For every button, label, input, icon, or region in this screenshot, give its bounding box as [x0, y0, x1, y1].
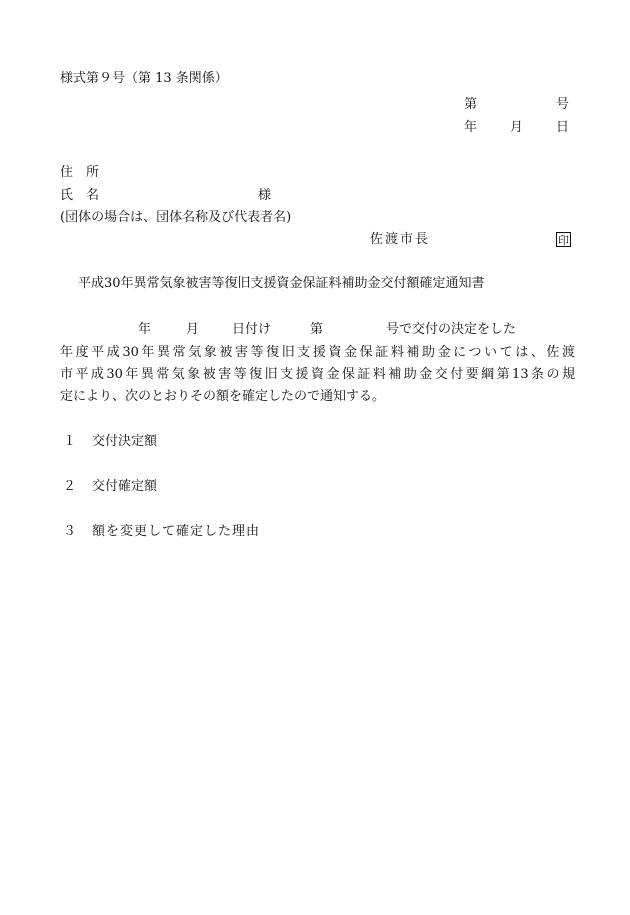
form-number: 様式第９号（第 13 条関係）	[60, 71, 228, 86]
sama-honorific: 様	[258, 188, 272, 203]
body-line2: 年度平成30年異常気象被害等復旧支援資金保証料補助金については、佐渡	[60, 345, 575, 360]
seal-mark: 印	[558, 234, 569, 247]
date-nen: 年	[464, 120, 478, 135]
group-note: (団体の場合は、団体名称及び代表者名)	[60, 210, 292, 225]
body-line1-tsuki: 月	[186, 322, 200, 337]
item-1-label: 交付決定額	[92, 434, 158, 449]
doc-number-dai: 第	[464, 97, 478, 112]
issuer-title: 佐渡市長	[370, 232, 431, 247]
body-line1-nen: 年	[138, 322, 152, 337]
body-line4: 定により、次のとおりその額を確定したので通知する。	[60, 389, 386, 404]
item-2-label: 交付確定額	[92, 479, 158, 494]
doc-number-go: 号	[556, 97, 570, 112]
item-2-number: ２	[63, 479, 77, 494]
document-title: 平成30年異常気象被害等復旧支援資金保証料補助金交付額確定通知書	[78, 276, 485, 291]
body-line3: 市平成30年異常気象被害等復旧支援資金保証料補助金交付要綱第13条の規	[60, 367, 575, 382]
body-line1-hizuke: 日付け	[232, 322, 272, 337]
name-label: 氏 名	[60, 188, 100, 203]
body-line1-rest: 号で交付の決定をした	[386, 322, 517, 337]
address-label: 住 所	[60, 165, 100, 180]
item-3-number: ３	[63, 524, 77, 539]
body-line1-dai: 第	[310, 322, 324, 337]
date-hi: 日	[556, 120, 570, 135]
item-3-label: 額を変更して確定した理由	[92, 524, 261, 539]
item-1-number: １	[63, 434, 77, 449]
date-tsuki: 月	[510, 120, 524, 135]
